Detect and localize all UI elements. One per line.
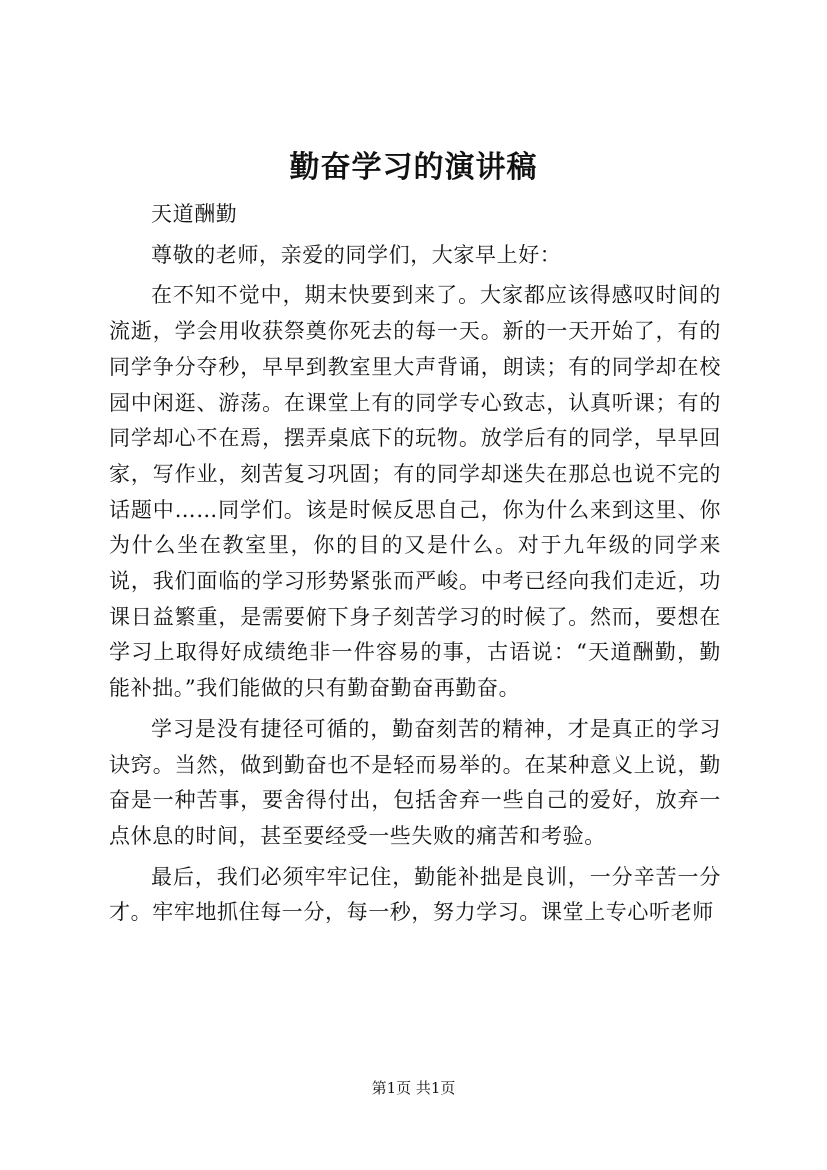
page-footer: 第1页 共1页 bbox=[371, 1079, 456, 1097]
paragraph-subtitle: 天道酬勤 bbox=[151, 202, 238, 226]
paragraph-body-1: 在不知不觉中，期末快要到来了。大家都应该得感叹时间的流逝，学会用收获祭奠你死去的每一天。新的一天开始了，有的同学争分夺秒，早早到教室里大声背诵，朗读；有的同学却在校园中闲逛、游荡。在课堂上有的同学专心致志，认真听课；有的同学却心不在焉，摆弄桌底下的玩物。放学后有的同学，早早回家，写作业，刻苦复习巩固；有的同学却迷失在那总也说不完的话题中……同学们。该是时候反思自己，你为什么来到这里、你为什么坐在教室里，你的目的又是什么。对于九年级的同学来说，我们面临的学习形势紧张而严峻。中考已经向我们走近，功课日益繁重，是需要俯下身子刻苦学习的时候了。然而，要想在学习上取得好成绩绝非一件容易的事，古语说：“天道酬勤，勤能补拙。”我们能做的只有勤奋勤奋再勤奋。 bbox=[109, 283, 721, 701]
paragraph-body-3: 最后，我们必须牢牢记住，勤能补拙是良训，一分辛苦一分才。牢牢地抓住每一分，每一秒，努力学习。课堂上专心听老师 bbox=[109, 864, 721, 925]
paragraph-body-2: 学习是没有捷径可循的，勤奋刻苦的精神，才是真正的学习诀窍。当然，做到勤奋也不是轻而易举的。在某种意义上说，勤奋是一种苦事，要舍得付出，包括舍弃一些自己的爱好，放弃一点休息的时间，甚至要经受一些失败的痛苦和考验。 bbox=[109, 716, 721, 848]
document-body bbox=[109, 197, 721, 931]
document-title: 勤奋学习的演讲稿 bbox=[289, 150, 538, 185]
paragraph-greeting: 尊敬的老师，亲爱的同学们，大家早上好： bbox=[151, 242, 562, 267]
